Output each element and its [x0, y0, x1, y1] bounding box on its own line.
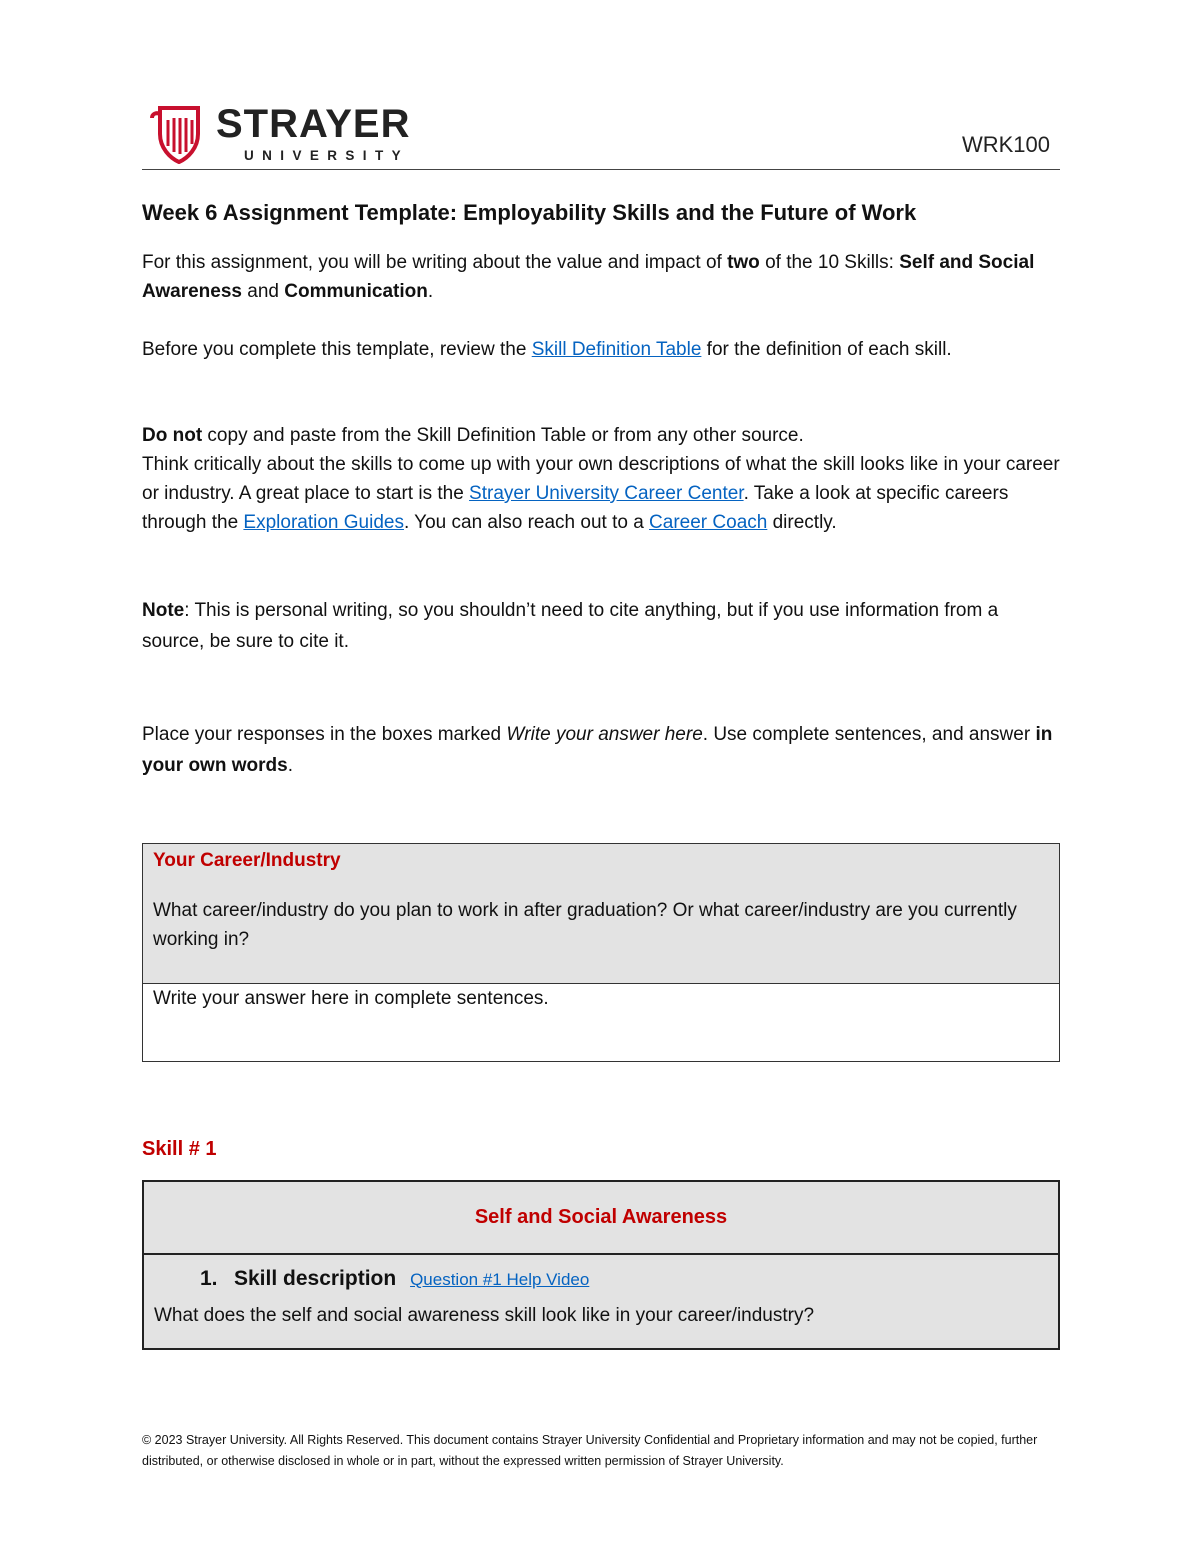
help-video-link[interactable]: Question #1 Help Video	[410, 1270, 590, 1289]
intro-paragraph-3	[142, 421, 1062, 537]
skill-1-table	[142, 1180, 1060, 1350]
exploration-guides-link[interactable]: Exploration Guides	[243, 512, 404, 533]
skill-definition-table-link[interactable]: Skill Definition Table	[531, 339, 702, 360]
answer-placeholder: Write your answer here in complete sentences.	[153, 988, 549, 1009]
strayer-logo	[150, 104, 410, 164]
shield-logo-icon	[150, 104, 208, 164]
skill-1-name: Self and Social Awareness	[143, 1181, 1059, 1254]
skill-1-question: What does the self and social awareness skill look like in your career/industry?	[154, 1305, 815, 1326]
intro-bold-skill-2: Communication	[284, 281, 428, 302]
intro-text: . You can also reach out to a	[403, 512, 650, 533]
page-header	[142, 100, 1060, 170]
intro-text: Before you complete this template, review the	[142, 339, 532, 360]
intro-text: For this assignment, you will be writing about the value and impact of	[142, 252, 728, 273]
instructions-paragraph	[142, 719, 1062, 781]
career-heading: Your Career/Industry	[153, 850, 341, 871]
career-question-cell	[143, 844, 1060, 984]
intro-text: Place your responses in the boxes marked	[142, 724, 507, 745]
page-title: Week 6 Assignment Template: Employability Skills and the Future of Work	[142, 200, 917, 225]
italic-placeholder-phrase: Write your answer here	[506, 724, 703, 745]
skill-1-question-cell	[143, 1254, 1059, 1349]
career-answer-field[interactable]	[143, 984, 1060, 1062]
note-label: Note	[142, 600, 185, 621]
intro-text: and	[242, 281, 285, 302]
intro-text: for the definition of each skill.	[701, 339, 952, 360]
course-code: WRK100	[961, 132, 1050, 157]
note-text: : This is personal writing, so you shouldn’t need to cite anything, but if you use information from a source, be sure to cite it.	[142, 600, 999, 652]
item-number: 1.	[200, 1267, 218, 1290]
intro-paragraph-1	[142, 248, 1062, 306]
item-title: Skill description	[234, 1267, 397, 1290]
logo-wordmark: STRAYER	[216, 102, 411, 146]
intro-text: Think critically about the skills to come up with your own descriptions of what the skill looks like in your career or industry. A great place to start is the	[142, 454, 1060, 504]
intro-text: copy and paste from the Skill Definition Table or from any other source.	[202, 425, 804, 446]
do-not-bold: Do not	[142, 425, 203, 446]
own-words-bold: in your own words	[142, 724, 1053, 776]
career-question: What career/industry do you plan to work in after graduation? Or what career/industry are you currently working in?	[153, 900, 1017, 950]
skill-1-label: Skill # 1	[142, 1138, 217, 1160]
career-center-link[interactable]: Strayer University Career Center	[469, 483, 744, 504]
intro-bold-skill-1: Self and Social Awareness	[142, 252, 1035, 302]
skill-description-item	[200, 1267, 1048, 1291]
intro-text: directly.	[767, 512, 837, 533]
intro-paragraph-2	[142, 335, 1062, 364]
intro-text: .	[427, 281, 434, 302]
logo-subtitle: UNIVERSITY	[244, 148, 410, 163]
intro-text: . Use complete sentences, and answer	[702, 724, 1036, 745]
career-coach-link[interactable]: Career Coach	[649, 512, 768, 533]
intro-text: .	[287, 755, 293, 776]
copyright-footer: © 2023 Strayer University. All Rights Reserved. This document contains Strayer University Confidential and Proprietary information and may not be copied, further distributed, or otherwise disclosed in whole or in part, without the expressed written permission of Strayer University.	[142, 1433, 1038, 1468]
intro-text: of the 10 Skills:	[759, 252, 900, 273]
intro-text: . Take a look at specific careers through the	[142, 483, 1009, 533]
intro-bold-two: two	[727, 252, 760, 273]
note-paragraph	[142, 595, 1062, 657]
career-industry-table	[142, 843, 1060, 1062]
